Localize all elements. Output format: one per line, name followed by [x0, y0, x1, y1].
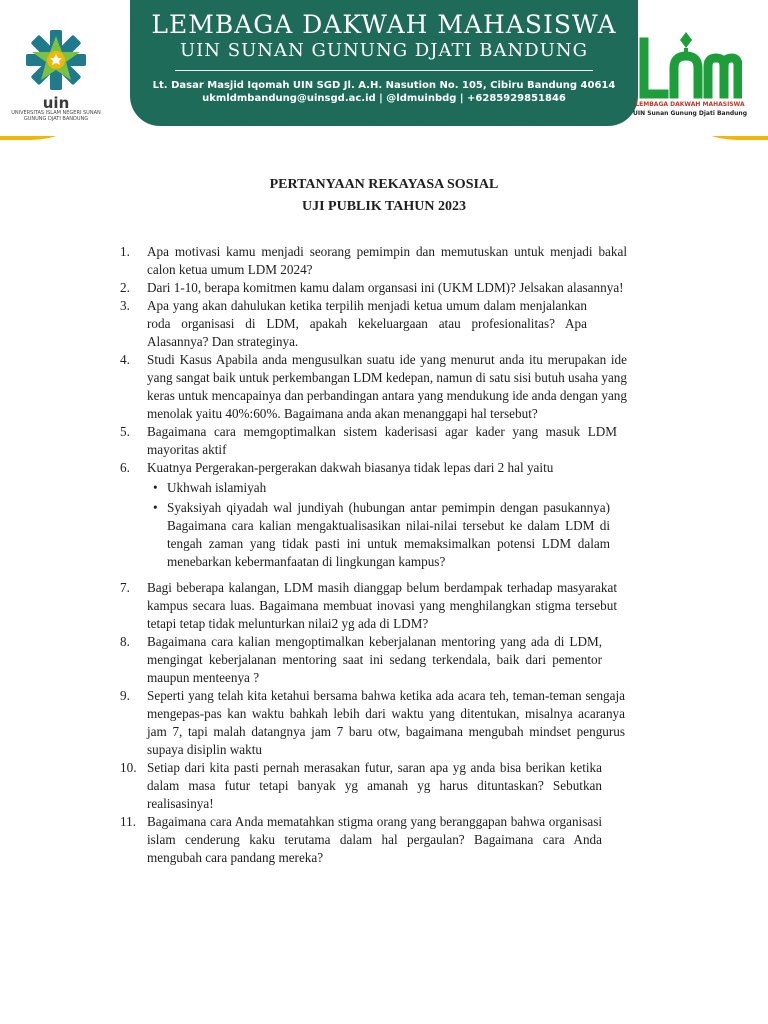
- ldm-logo-caption: LEMBAGA DAKWAH MAHASISWA: [635, 101, 745, 108]
- question-text: Bagi beberapa kalangan, LDM masih dianggap belum berdampak terhadap masyarakat kampus secara luas. Bagaimana membuat inovasi yang menghilangkan stigma tersebut tetapi tetap tidak melunturkan nilai2 yg ada di LDM?: [147, 580, 617, 631]
- question-number: 3.: [120, 298, 130, 313]
- question-text: Seperti yang telah kita ketahui bersama bahwa ketika ada acara teh, teman-teman sengaja mengepas-pas kan waktu bahkah lebih dari waktu yang ditentukan, misalnya acaranya jam 7, tapi malah datangnya jam 7 baru otw, bagaimana mengubah mindset pengurus supaya disiplin waktu: [147, 688, 625, 757]
- question-item: [120, 279, 660, 297]
- question-text: Setiap dari kita pasti pernah merasakan futur, saran apa yg anda bisa berikan ketika dalam masa futur tetapi banyak yg amanah yg harus dituntaskan? Sebutkan realisasinya!: [147, 760, 602, 811]
- bullet-item: [120, 499, 610, 571]
- question-number: 9.: [120, 688, 130, 703]
- ldm-logo-icon: [636, 28, 742, 102]
- question-text: Apa yang akan dahulukan ketika terpilih menjadi ketua umum dalam menjalankan roda organisasi di LDM, apakah kekeluargaan atau profesionalitas? Apa Alasannya? Dan strateginya.: [147, 298, 587, 349]
- org-title: LEMBAGA DAKWAH MAHASISWA: [151, 10, 617, 39]
- header-contact: ukmldmbandung@uinsgd.ac.id | @ldmuinbdg | +6285929851846: [202, 93, 566, 104]
- question-text: Bagaimana cara kalian mengoptimalkan keberjalanan mentoring yang ada di LDM, mengingat keberjalanan mentoring saat ini sedang terkendala, baik dari pementor maupun menteenya ?: [147, 634, 602, 685]
- question-number: 7.: [120, 580, 130, 595]
- question-number: 1.: [120, 244, 130, 259]
- bullet-icon: •: [153, 480, 158, 495]
- question-item: [120, 759, 660, 813]
- bullet-text: Ukhwah islamiyah: [167, 480, 267, 495]
- question-item: [120, 243, 660, 279]
- header-divider: [175, 70, 593, 71]
- ldm-logo-subcaption: UIN Sunan Gunung Djati Bandung: [632, 110, 747, 117]
- bullet-item: [147, 479, 610, 497]
- bullet-list: [147, 479, 610, 571]
- question-item: [120, 579, 660, 633]
- question-text: Dari 1-10, berapa komitmen kamu dalam organsasi ini (UKM LDM)? Jelsakan alasannya!: [147, 280, 624, 295]
- question-number: 10.: [120, 760, 137, 775]
- question-item: [120, 687, 660, 759]
- question-list: [120, 243, 660, 867]
- question-number: 11.: [120, 814, 136, 829]
- question-text: Bagaimana cara Anda mematahkan stigma orang yang beranggapan bahwa organisasi islam cenderung kaku terutama dalam hal pergaulan? Bagaimana cara Anda mengubah cara pandang mereka?: [147, 814, 602, 865]
- question-item: [120, 633, 660, 687]
- question-item: [120, 813, 660, 867]
- question-text: Bagaimana cara memgoptimalkan sistem kaderisasi agar kader yang masuk LDM mayoritas aktif: [147, 424, 617, 457]
- bullet-icon: •: [153, 500, 158, 515]
- uin-logo-word: uin: [42, 94, 70, 112]
- question-item: [120, 297, 660, 351]
- question-text: Apa motivasi kamu menjadi seorang pemimpin dan memutuskan untuk menjadi bakal calon ketua umum LDM 2024?: [147, 244, 627, 277]
- question-number: 4.: [120, 352, 130, 367]
- question-number: 2.: [120, 280, 130, 295]
- letterhead: [0, 0, 768, 140]
- question-number: 5.: [120, 424, 130, 439]
- question-number: 6.: [120, 460, 130, 475]
- question-text: Studi Kasus Apabila anda mengusulkan suatu ide yang menurut anda itu merupakan ide yang sangat baik untuk perkembangan LDM kedepan, namun di satu sisi butuh usaha yang keras untuk mencapainya dan perbandingan antara yang mendukung ide anda dengan yang menolak yaitu 40%:60%. Bagaimana anda akan menanggapi hal tersebut?: [147, 352, 627, 421]
- document-subtitle: UJI PUBLIK TAHUN 2023: [301, 199, 466, 214]
- question-item: [120, 459, 660, 477]
- document-title: PERTANYAAN REKAYASA SOSIAL: [269, 177, 499, 192]
- uin-logo-icon: [18, 22, 94, 98]
- university-name: UIN SUNAN GUNUNG DJATI BANDUNG: [180, 40, 588, 61]
- question-text: Kuatnya Pergerakan-pergerakan dakwah biasanya tidak lepas dari 2 hal yaitu: [147, 460, 554, 475]
- question-item: [120, 423, 660, 459]
- uin-logo-subtitle: UNIVERSITAS ISLAM NEGERI SUNAN GUNUNG DJATI BANDUNG: [11, 110, 101, 122]
- header-address: Lt. Dasar Masjid Iqomah UIN SGD Jl. A.H. Nasution No. 105, Cibiru Bandung 40614: [152, 80, 616, 91]
- question-item: [120, 351, 660, 423]
- bullet-text: Syaksiyah qiyadah wal jundiyah (hubungan antar pemimpin dengan pasukannya) Bagaimana cara kalian mengaktualisasikan nilai-nilai tersebut ke dalam LDM di tengah zaman yang tidak pasti ini untuk memaksimalkan potensi LDM dalam menebarkan kebermanfaatan di lingkungan kampus?: [167, 500, 610, 569]
- question-number: 8.: [120, 634, 130, 649]
